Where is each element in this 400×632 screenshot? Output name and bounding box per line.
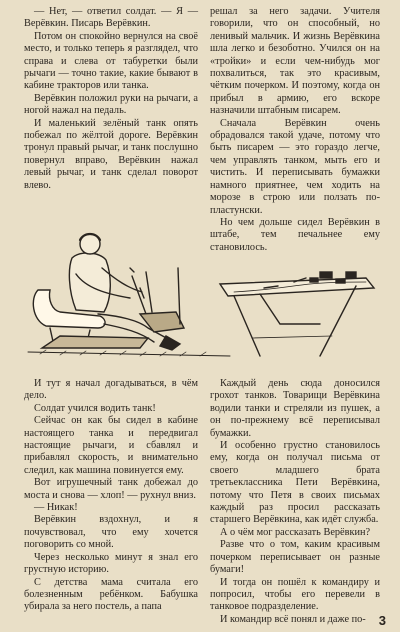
paragraph: Каждый день сюда доносился грохот танков. Товарищи Верёвкина водили танки и стреляли из пушек, а он по-прежнему всё переписывал бумажки. xyxy=(210,378,380,439)
paragraph: Солдат учился водить танк! xyxy=(34,402,156,414)
paragraph: И тогда он пошёл к командиру и попросил, чтобы его перевели в танковое подразделение. xyxy=(210,576,380,613)
paragraph: Сначала Верёвкин очень обрадовался такой удаче, потому что быть писарем — это гораздо легче, чем управлять танком, мыть его и чистить. И переписывать бумажки намного приятнее, чем ходить на морозе в строю или ползать по-пластунски. xyxy=(210,117,380,216)
paragraph: Верёвкин вздохнул, и я почувствовал, что ему хочется поговорить со мной. xyxy=(24,514,198,551)
text-column-top-right xyxy=(210,6,380,254)
paragraph: Разве что о том, каким красивым почерком переписывает он разные бумаги! xyxy=(210,539,380,576)
text-column-bottom-right xyxy=(210,378,380,626)
paragraph: С детства мама считала его болезненным ребёнком. Бабушка убирала за него постель, а папа xyxy=(24,576,198,613)
paragraph: И маленький зелёный танк опять побежал по жёлтой дороге. Верёвкин тронул правый рычаг, и танк послушно повернул вправо, Верёвкин нажал левый рычаг, и танк сделал поворот влево. xyxy=(24,117,198,191)
paragraph: решал за него задачи. Учителя говорили, что он способный, но ленивый мальчик. И жизнь Верёвкина шла легко и безоботно. Учился он на «тройки» и если чем-нибудь мог похвалиться, так это красивым, чётким почерком. И поэтому, когда он прибыл в армию, его вскоре назначили штабным писарем. xyxy=(210,6,380,117)
paragraph: Но чем дольше сидел Верёвкин в штабе, тем печальнее ему становилось. xyxy=(210,216,380,253)
paragraph: А о чём мог рассказать Верёвкин? xyxy=(220,526,371,538)
paragraph: — Нет, — ответил солдат. — Я — Верёвкин. Писарь Верёвкин. xyxy=(24,6,198,30)
paragraph: Верёвкин положил руки на рычаги, а ногой нажал на педаль. xyxy=(24,92,198,117)
paragraph: И тут я начал догадываться, в чём дело. xyxy=(24,378,198,402)
text-column-bottom-left xyxy=(24,378,198,614)
illustration-soldier-tank-trainer xyxy=(20,228,380,368)
paragraph: И командир всё понял и даже по- xyxy=(220,613,366,625)
paragraph: Потом он спокойно вернулся на своё место, и только теперь я разглядел, что справа и слева от табуретки были рычаги — точно такие, какие бывают в кабине тракторов или танка. xyxy=(24,30,198,92)
paragraph: — Никак! xyxy=(34,502,78,514)
paragraph: Через несколько минут я знал его грустную историю. xyxy=(24,551,198,576)
paragraph: Вот игрушечный танк добежал до моста и снова — хлоп! — рухнул вниз. xyxy=(24,477,198,501)
paragraph: Сейчас он как бы сидел в кабине настоящего танка и передвигал настоящие рычаги, и сбавлял и прибавлял скорость, и внимательно следил, как машина повинуется ему. xyxy=(24,415,198,476)
page-number: 3 xyxy=(378,613,386,628)
text-column-top-left xyxy=(24,6,198,192)
paragraph: И особенно грустно становилось ему, когда он получал письма от своего младшего брата третьеклассника Пети Верёвкина, потому что Петя в своих письмах каждый раз просил рассказать старшего Верёвкина, как идёт служба. xyxy=(210,440,380,526)
